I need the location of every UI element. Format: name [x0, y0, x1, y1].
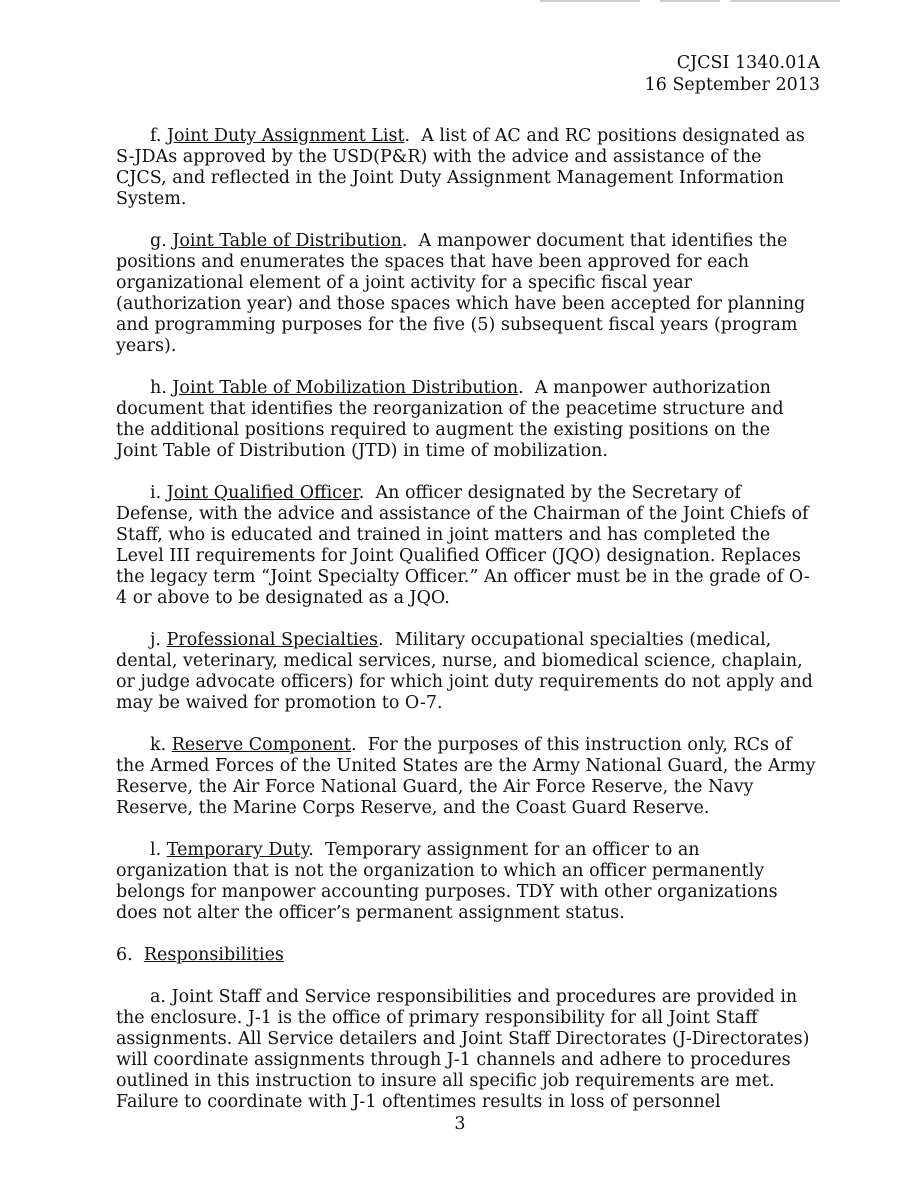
paragraph-text: Joint Staff and Service responsibilities and procedures are provided in the enclosure. J-1 is the office of primary responsibility for all Joint Staff assignments. All Service detailers and Joint Staff Directorates (J-Directorates) will coordinate assignments through J-1 channels and adhere to procedures outlined in this instruction to insure all specific job requirements are met. Failure to coordinate with J-1 oftentimes results in loss of personnel — [116, 987, 810, 1112]
document-id: CJCSI 1340.01A — [676, 53, 820, 73]
definition-paragraph-i: i. Joint Qualified Officer. An officer designated by the Secretary of Defense, with the advice and assistance of the Chairman of the Joint Chiefs of Staff, who is educated and trained in joint matters and has completed the Level III requirements for Joint Qualified Officer (JQO) designation. Replaces the legacy term “Joint Specialty Officer.” An officer must be in the grade of O-4 or above to be designated as a JQO. — [116, 483, 810, 608]
defined-term: Temporary Duty — [166, 840, 309, 860]
page-number: 3 — [454, 1114, 466, 1134]
scan-artifact — [540, 0, 640, 2]
defined-term: Joint Qualified Officer — [166, 483, 359, 503]
defined-term: Professional Specialties — [166, 630, 378, 650]
definition-text: For the purposes of this instruction only, RCs of the Armed Forces of the United States are the Army National Guard, the Army Reserve, the Air Force National Guard, the Air Force Reserve, the Navy Reserve, the Marine Corps Reserve, and the Coast Guard Reserve. — [116, 735, 816, 818]
responsibilities-paragraph-a — [116, 987, 816, 1113]
definition-paragraph-h: h. Joint Table of Mobilization Distribution. A manpower authorization document that identifies the reorganization of the peacetime structure and the additional positions required to augment the existing positions on the Joint Table of Distribution (JTD) in time of mobilization. — [116, 378, 784, 461]
definition-text: Temporary assignment for an officer to an organization that is not the organization to which an officer permanently belongs for manpower accounting purposes. TDY with other organizations does not alter the officer’s permanent assignment status. — [116, 840, 778, 923]
document-header — [645, 52, 820, 96]
paragraph-marker: g. — [150, 231, 167, 251]
document-date: 16 September 2013 — [644, 75, 820, 95]
definition-text: An officer designated by the Secretary of Defense, with the advice and assistance of the Chairman of the Joint Chiefs of Staff, who is educated and trained in joint matters and has completed the Level III requirements for Joint Qualified Officer (JQO) designation. Replaces the legacy term “Joint Specialty Officer.” An officer must be in the grade of O-4 or above to be designated as a JQO. — [116, 483, 810, 608]
defined-term: Joint Duty Assignment List — [167, 126, 405, 146]
paragraph-marker: a. — [150, 987, 166, 1007]
paragraph-marker: i. — [150, 483, 162, 503]
paragraph-marker: j. — [150, 630, 161, 650]
defined-term: Joint Table of Distribution — [172, 231, 402, 251]
definition-paragraph-g: g. Joint Table of Distribution. A manpower document that identifies the positions and enumerates the spaces that have been approved for each organizational element of a joint activity for a specific fiscal year (authorization year) and those spaces which have been accepted for planning and programming purposes for the five (5) subsequent fiscal years (program years). — [116, 231, 806, 356]
defined-term: Reserve Component — [171, 735, 351, 755]
section-title: Responsibilities — [143, 945, 284, 965]
paragraph-marker: l. — [150, 840, 162, 860]
section-heading — [116, 945, 816, 966]
definition-paragraph-f: f. Joint Duty Assignment List. A list of AC and RC positions designated as S-JDAs approved by the USD(P&R) with the advice and assistance of the CJCS, and reflected in the Joint Duty Assignment Management Information System. — [116, 126, 805, 209]
defined-term: Joint Table of Mobilization Distribution — [172, 378, 519, 398]
paragraph-marker: k. — [150, 735, 167, 755]
definition-paragraph-l: l. Temporary Duty. Temporary assignment for an officer to an organization that is not the organization to which an officer permanently belongs for manpower accounting purposes. TDY with other organizations does not alter the officer’s permanent assignment status. — [116, 840, 778, 923]
document-body — [116, 126, 816, 1134]
definition-text: A manpower document that identifies the positions and enumerates the spaces that have been approved for each organizational element of a joint activity for a specific fiscal year (authorization year) and those spaces which have been accepted for planning and programming purposes for the five (5) subsequent fiscal years (program years). — [116, 231, 806, 356]
definition-text: A manpower authorization document that identifies the reorganization of the peacetime structure and the additional positions required to augment the existing positions on the Joint Table of Distribution (JTD) in time of mobilization. — [116, 378, 784, 461]
scan-artifact — [660, 0, 720, 2]
definition-text: Military occupational specialties (medical, dental, veterinary, medical services, nurse, and biomedical science, chaplain, or judge advocate officers) for which joint duty requirements do not apply and may be waived for promotion to O-7. — [116, 630, 813, 713]
paragraph-marker: f. — [150, 126, 162, 146]
paragraph-marker: h. — [150, 378, 167, 398]
section-number: 6. — [116, 945, 133, 965]
scan-artifact — [730, 0, 840, 2]
definition-paragraph-j: j. Professional Specialties. Military occupational specialties (medical, dental, veterinary, medical services, nurse, and biomedical science, chaplain, or judge advocate officers) for which joint duty requirements do not apply and may be waived for promotion to O-7. — [116, 630, 813, 713]
definition-text: A list of AC and RC positions designated as S-JDAs approved by the USD(P&R) with the advice and assistance of the CJCS, and reflected in the Joint Duty Assignment Management Information System. — [116, 126, 805, 209]
definition-paragraph-k: k. Reserve Component. For the purposes of this instruction only, RCs of the Armed Forces of the United States are the Army National Guard, the Army Reserve, the Air Force National Guard, the Air Force Reserve, the Navy Reserve, the Marine Corps Reserve, and the Coast Guard Reserve. — [116, 735, 816, 818]
